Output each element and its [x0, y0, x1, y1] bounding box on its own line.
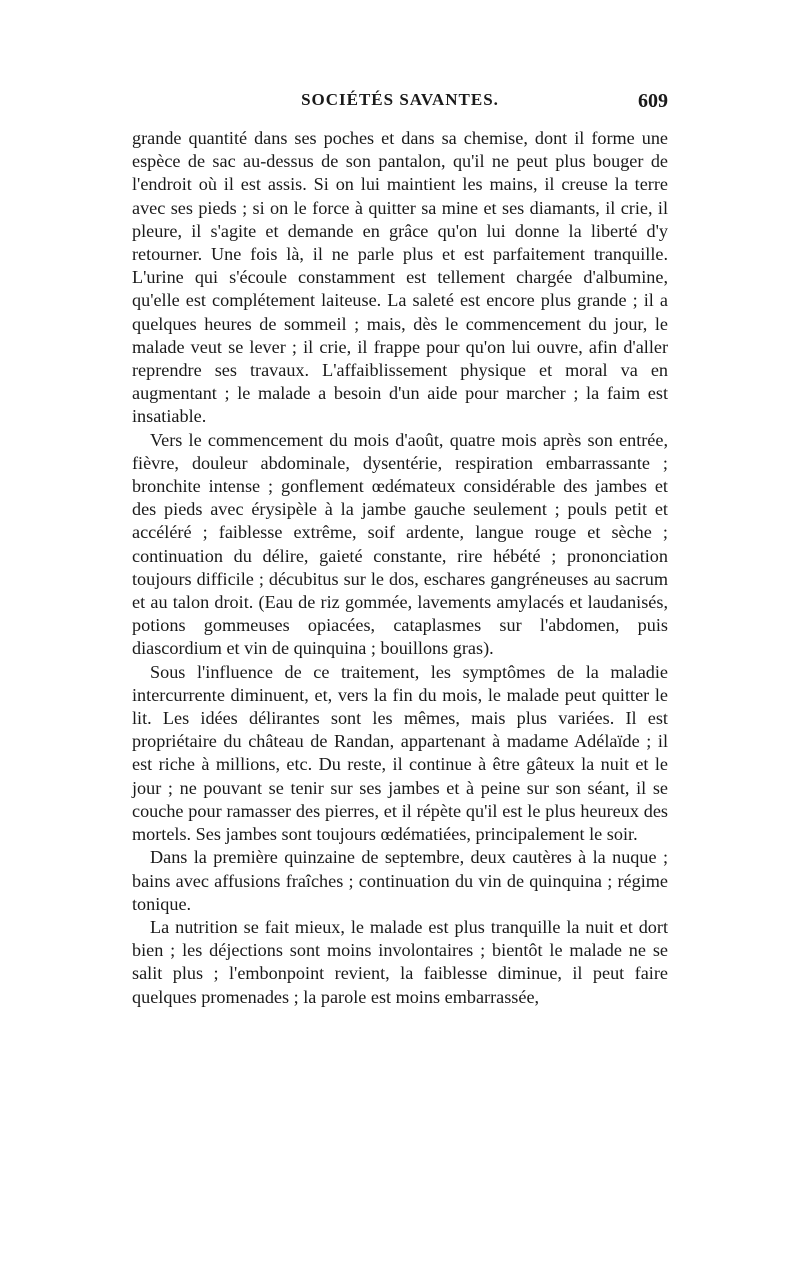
running-head [132, 90, 668, 114]
paragraph: Vers le commencement du mois d'août, quatre mois après son entrée, fièvre, douleur abdominale, dysentérie, respiration embarrassante ; bronchite intense ; gonflement œdémateux considérable des jambes et des pieds avec érysipèle à la jambe gauche seulement ; pouls petit et accéléré ; faiblesse extrême, soif ardente, langue rouge et sèche ; continuation du délire, gaieté constante, rire hébété ; prononciation toujours difficile ; décubitus sur le dos, eschares gangréneuses au sacrum et au talon droit. (Eau de riz gommée, lavements amylacés et laudanisés, potions gommeuses opiacées, cataplasmes sur l'abdomen, puis diascordium et vin de quinquina ; bouillons gras). [132, 429, 668, 659]
body-text [132, 127, 668, 1009]
paragraph: Sous l'influence de ce traitement, les symptômes de la maladie intercurrente diminuent, et, vers la fin du mois, le malade peut quitter le lit. Les idées délirantes sont les mêmes, mais plus variées. Il est propriétaire du château de Randan, appartenant à madame Adélaïde ; il est riche à millions, etc. Du reste, il continue à être gâteux la nuit et le jour ; ne pouvant se tenir sur ses jambes et à peine sur son séant, il se couche pour ramasser des pierres, et il répète qu'il est le plus heureux des mortels. Ses jambes sont toujours œdématiées, principalement le soir. [132, 661, 668, 845]
header-title: SOCIÉTÉS SAVANTES. [301, 90, 499, 109]
paragraph: grande quantité dans ses poches et dans sa chemise, dont il forme une espèce de sac au-dessus de son pantalon, qu'il ne peut plus bouger de l'endroit où il est assis. Si on lui maintient les mains, il creuse la terre avec ses pieds ; si on le force à quitter sa mine et ses diamants, il crie, il pleure, il s'agite et demande en grâce qu'on lui donne la liberté d'y retourner. Une fois là, il ne parle plus et est parfaitement tranquille. L'urine qui s'écoule constamment est tellement chargée d'albumine, qu'elle est complétement laiteuse. La saleté est encore plus grande ; il a quelques heures de sommeil ; mais, dès le commencement du jour, le malade veut se lever ; il crie, il frappe pour qu'on lui ouvre, afin d'aller reprendre ses travaux. L'affaiblissement physique et moral va en augmentant ; le malade a besoin d'un aide pour marcher ; la faim est insatiable. [132, 128, 668, 427]
paragraph: Dans la première quinzaine de septembre, deux cautères à la nuque ; bains avec affusions fraîches ; continuation du vin de quinquina ; régime tonique. [132, 847, 668, 914]
page-number: 609 [638, 90, 668, 112]
paragraph: La nutrition se fait mieux, le malade est plus tranquille la nuit et dort bien ; les déjections sont moins involontaires ; bientôt le malade ne se salit plus ; l'embonpoint revient, la faiblesse diminue, il peut faire quelques promenades ; la parole est moins embarrassée, [132, 916, 668, 1007]
